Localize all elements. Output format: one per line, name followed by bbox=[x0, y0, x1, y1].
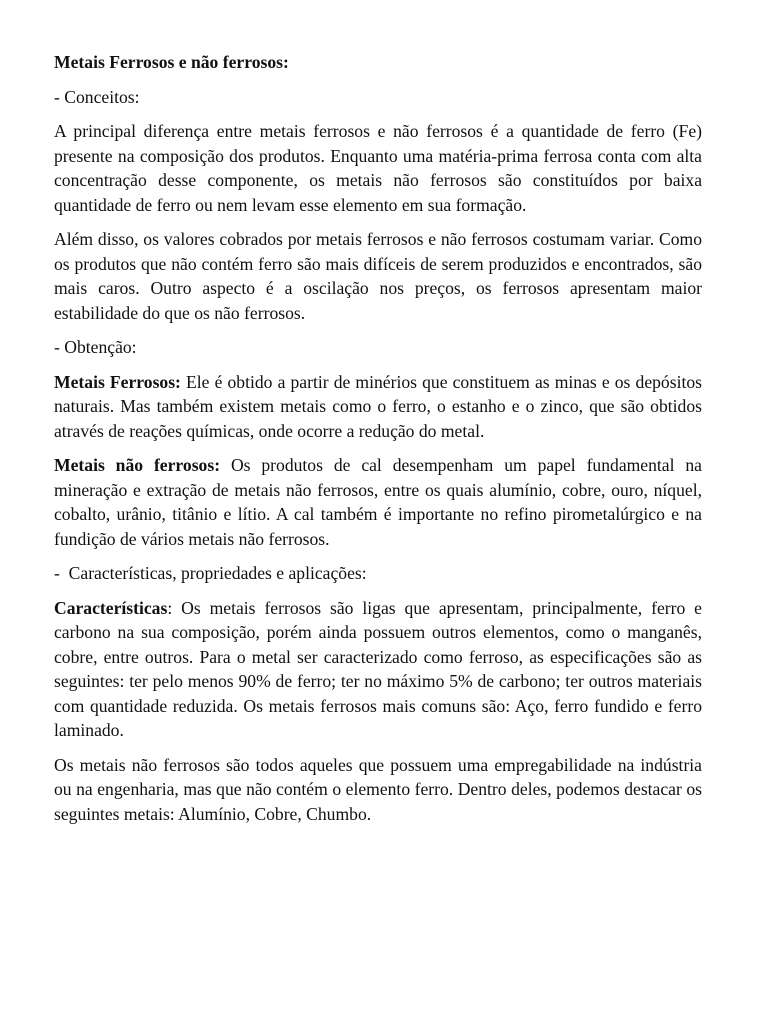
paragraph-nonferrous-final: Os metais não ferrosos são todos aqueles que possuem uma empregabilidade na indústria ou na engenharia, mas que não contém o elemento ferro. Dentro deles, podemos destacar os seguintes metais: Alumínio, Cobre, Chumbo. bbox=[54, 754, 702, 824]
nonferrous-obtaining-text: Os produtos de cal desempenham um papel fundamental na mineração e extração de metais não ferrosos, entre os quais alumínio, cobre, ouro, níquel, cobalto, urânio, titânio e lítio. A cal também é importante no refino pirometalúrgico e na fundição de vários metais não ferrosos. bbox=[54, 455, 702, 549]
paragraph-characteristics bbox=[54, 596, 702, 743]
characteristics-text: : Os metais ferrosos são ligas que apresentam, principalmente, ferro e carbono na sua composição, porém ainda possuem outros elementos, como o manganês, cobre, entre outros. Para o metal ser caracterizado como ferroso, as especificações são as seguintes: ter pelo menos 90% de ferro; ter no máximo 5% de carbono; ter outros materiais com quantidade reduzida. Os metais ferrosos mais comuns são: Aço, ferro fundido e ferro laminado. bbox=[54, 597, 702, 740]
document-title: Metais Ferrosos e não ferrosos: bbox=[54, 52, 289, 72]
ferrous-obtaining-text: Ele é obtido a partir de minérios que constituem as minas e os depósitos naturais. Mas também existem metais como o ferro, o estanho e o zinco, que são obtidos através de reações químicas, onde ocorre a redução do metal. bbox=[54, 371, 702, 441]
paragraph-nonferrous-obtaining bbox=[54, 453, 702, 551]
section-heading-obtaining: - Obtenção: bbox=[54, 337, 137, 357]
paragraph-ferrous-obtaining bbox=[54, 370, 702, 444]
section-heading-concepts: - Conceitos: bbox=[54, 86, 140, 107]
paragraph-concepts-1: A principal diferença entre metais ferrosos e não ferrosos é a quantidade de ferro (Fe) presente na composição dos produtos. Enquanto uma matéria-prima ferrosa conta com alta concentração desse componente, os metais não ferrosos são constituídos por baixa quantidade de ferro ou nem levam esse elemento em sua formação. bbox=[54, 121, 702, 215]
paragraph-concepts-2: Além disso, os valores cobrados por metais ferrosos e não ferrosos costumam variar. Como os produtos que não contém ferro são mais difíceis de serem produzidos e encontrados, são mais caros. Outro aspecto é a oscilação nos preços, os ferrosos apresentam maior estabilidade do que os não ferrosos. bbox=[54, 229, 702, 323]
section-heading-characteristics: - Características, propriedades e aplicações: bbox=[54, 563, 367, 583]
nonferrous-lead-label: Metais não ferrosos: bbox=[54, 455, 221, 475]
ferrous-lead-label: Metais Ferrosos: bbox=[54, 371, 181, 392]
characteristics-lead-label: Características bbox=[54, 597, 168, 618]
document-page bbox=[54, 50, 702, 836]
